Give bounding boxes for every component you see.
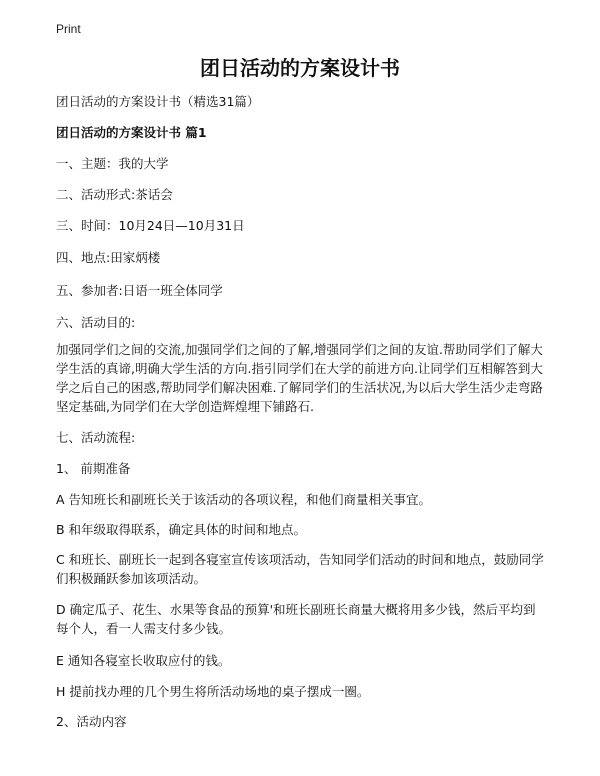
item-time: 三、时间：10月24日—10月31日 — [56, 218, 245, 233]
section-heading: 团日活动的方案设计书 篇1 — [56, 125, 207, 140]
step-d: D 确定瓜子、花生、水果等食品的预算'和班长副班长商量大概将用多少钱，然后平均到每个人，看一人需支付多少钱。 — [56, 602, 536, 636]
item-theme: 一、主题：我的大学 — [56, 156, 169, 171]
prep-heading: 1、 前期准备 — [56, 461, 131, 476]
step-a: A 告知班长和副班长关于该活动的各项议程，和他们商量相关事宜。 — [56, 492, 432, 507]
step-h: H 提前找办理的几个男生将所活动场地的桌子摆成一圈。 — [56, 684, 370, 699]
item-participants: 五、参加者:日语一班全体同学 — [56, 283, 223, 298]
purpose-paragraph: 加强同学们之间的交流,加强同学们之间的了解,增强同学们之间的友谊.帮助同学们了解大学生活的真谛,明确大学生活的方向.指引同学们在大学的前进方向.让同学们互相解答到大学之后自己的困惑,帮助同学们解决困难.了解同学们的生活状况,为以后大学生活少走弯路坚定基础,为同学们在大学创造辉煌埋下铺路石. — [56, 342, 543, 414]
subtitle: 团日活动的方案设计书（精选31篇） — [56, 94, 260, 109]
item-form: 二、活动形式:茶话会 — [56, 187, 173, 202]
step-e: E 通知各寝室长收取应付的钱。 — [56, 653, 231, 668]
step-c: C 和班长、副班长一起到各寝室宣传该项活动，告知同学们活动的时间和地点，鼓励同学们积极踊跃参加该项活动。 — [56, 552, 544, 586]
purpose-heading: 六、活动目的: — [56, 315, 136, 330]
content-heading: 2、活动内容 — [56, 714, 127, 729]
step-b: B 和年级取得联系，确定具体的时间和地点。 — [56, 522, 307, 537]
print-link[interactable]: Print — [56, 22, 81, 36]
item-place: 四、地点:田家炳楼 — [56, 250, 161, 265]
process-heading: 七、活动流程: — [56, 430, 136, 445]
page-title: 团日活动的方案设计书 — [200, 56, 400, 80]
